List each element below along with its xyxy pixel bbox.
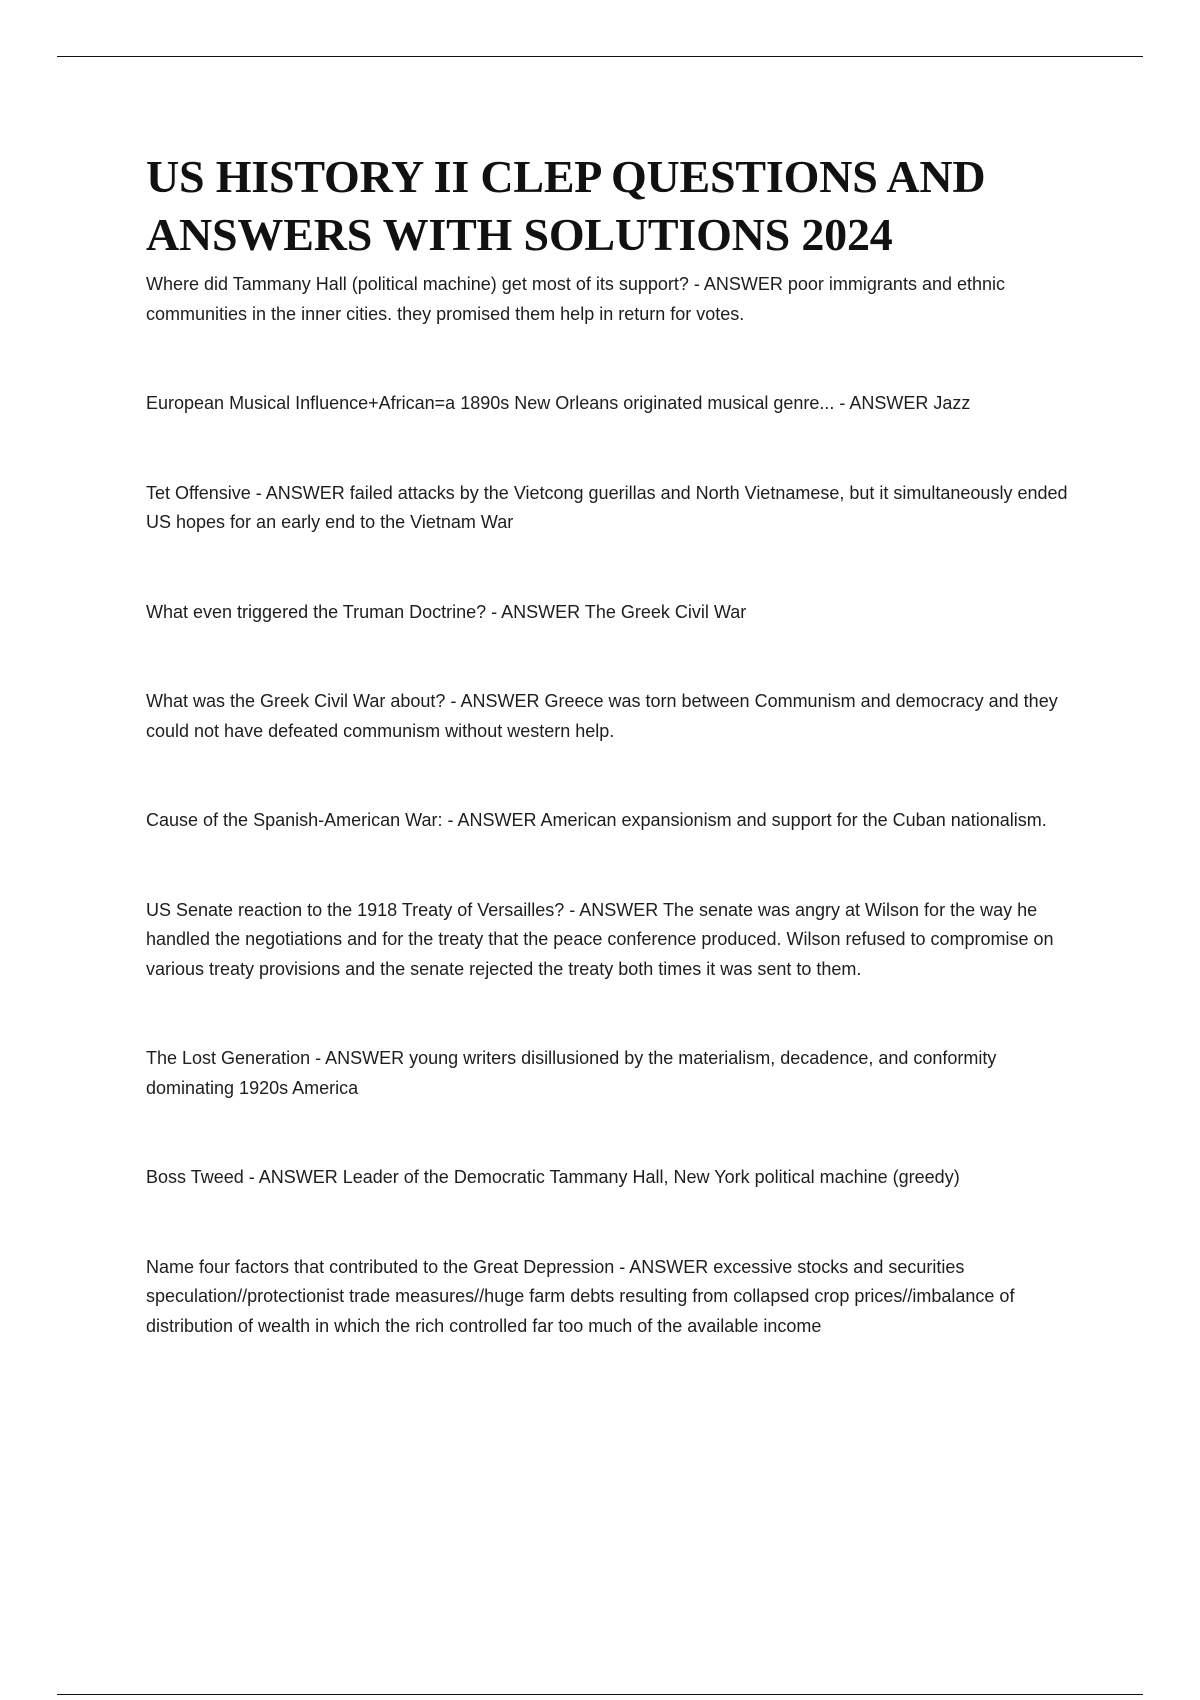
top-divider	[57, 56, 1143, 57]
qa-item: Name four factors that contributed to the Great Depression - ANSWER excessive stocks and securities speculation//protectionist trade measures//huge farm debts resulting from collapsed crop prices//imbalance of distribution of wealth in which the rich controlled far too much of the available income	[146, 1256, 1015, 1336]
qa-item: What was the Greek Civil War about? - ANSWER Greece was torn between Communism and democracy and they could not have defeated communism without western help.	[146, 691, 1058, 741]
qa-item: European Musical Influence+African=a 1890s New Orleans originated musical genre... - ANSWER Jazz	[146, 393, 971, 413]
qa-item: US Senate reaction to the 1918 Treaty of Versailles? - ANSWER The senate was angry at Wilson for the way he handled the negotiations and for the treaty that the peace conference produced. Wilson refused to compromise on various treaty provisions and the senate rejected the treaty both times it was sent to them.	[146, 899, 1054, 979]
document-page	[146, 148, 1086, 1401]
qa-item: The Lost Generation - ANSWER young writers disillusioned by the materialism, decadence, and conformity dominating 1920s America	[146, 1048, 997, 1098]
qa-list	[146, 270, 1086, 1341]
qa-item: Boss Tweed - ANSWER Leader of the Democratic Tammany Hall, New York political machine (greedy)	[146, 1167, 960, 1187]
qa-item: Tet Offensive - ANSWER failed attacks by the Vietcong guerillas and North Vietnamese, but it simultaneously ended US hopes for an early end to the Vietnam War	[146, 482, 1068, 532]
document-title: US HISTORY II CLEP QUESTIONS AND ANSWERS WITH SOLUTIONS 2024	[146, 151, 986, 260]
qa-item: What even triggered the Truman Doctrine? - ANSWER The Greek Civil War	[146, 601, 747, 622]
qa-item: Where did Tammany Hall (political machine) get most of its support? - ANSWER poor immigrants and ethnic communities in the inner cities. they promised them help in return for votes.	[146, 274, 1006, 324]
qa-item: Cause of the Spanish-American War: - ANSWER American expansionism and support for the Cuban nationalism.	[146, 810, 1047, 830]
bottom-divider	[57, 1694, 1143, 1695]
